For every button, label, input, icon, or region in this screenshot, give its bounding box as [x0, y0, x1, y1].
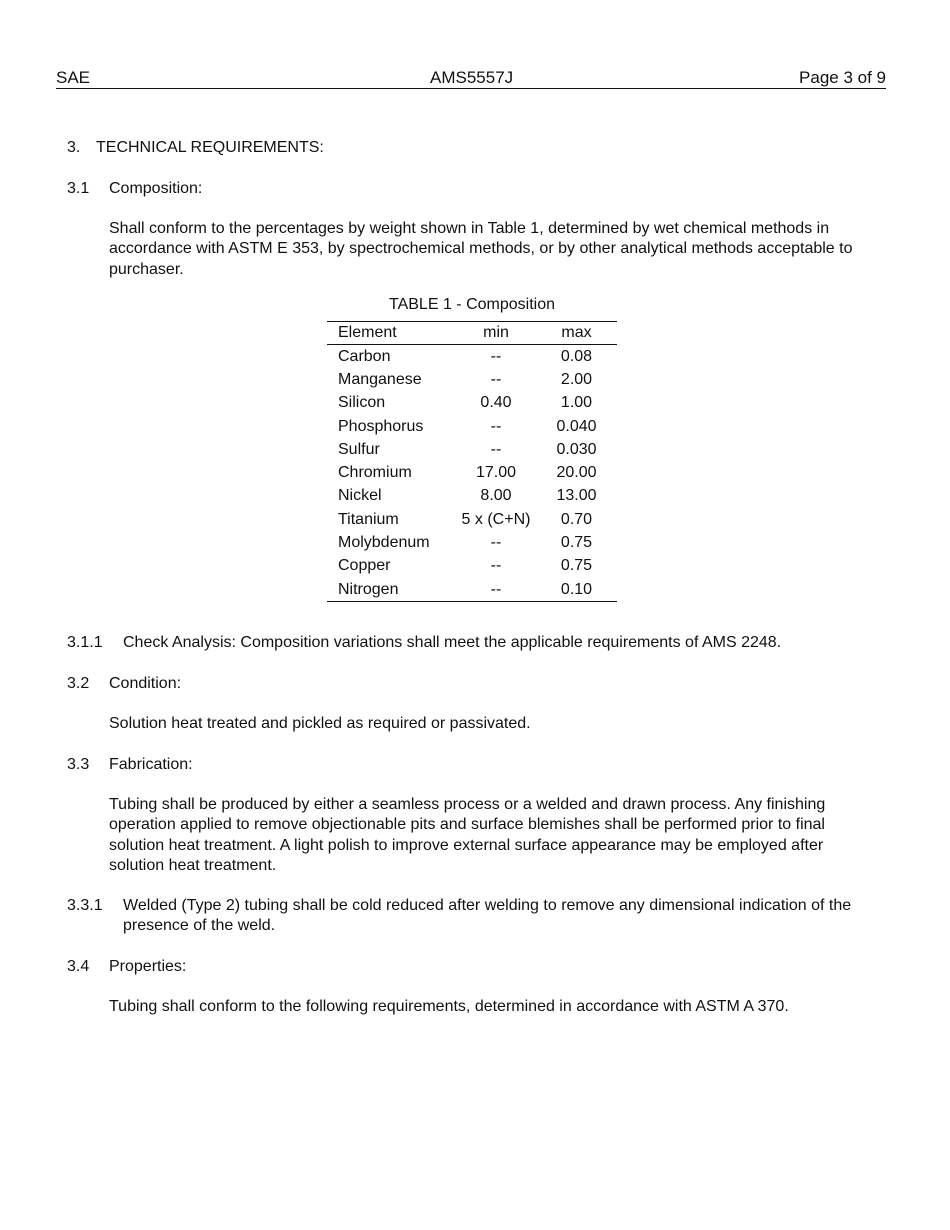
col-header-min: min: [456, 322, 536, 345]
col-header-element: Element: [327, 322, 456, 345]
cell-element: Titanium: [338, 510, 399, 528]
table-row: [327, 392, 617, 415]
section-3-1-title: Composition:: [109, 180, 203, 197]
cell-max: 0.030: [556, 440, 597, 458]
table-row: [327, 578, 617, 602]
section-3-3-title: Fabrication:: [109, 756, 193, 773]
cell-max: 0.10: [536, 578, 617, 602]
cell-element: Copper: [338, 557, 391, 575]
section-3-4-number: 3.4: [67, 958, 90, 975]
page-header: [56, 68, 886, 89]
cell-min: --: [490, 417, 502, 435]
section-3-1-body: Shall conform to the percentages by weight shown in Table 1, determined by wet chemical methods in accordance with ASTM E 353, by spectrochemical methods, or by other analytical methods acceptable to purchaser.: [109, 220, 853, 278]
table-row: [327, 531, 617, 554]
table-row: [327, 555, 617, 578]
section-3-3-1-body: Welded (Type 2) tubing shall be cold reduced after welding to remove any dimensional indication of the presence of the weld.: [123, 897, 852, 935]
cell-element: Nitrogen: [327, 578, 456, 602]
cell-element: Sulfur: [338, 440, 380, 458]
table-row: [327, 508, 617, 531]
section-3-4-body: Tubing shall conform to the following requirements, determined in accordance with ASTM A 370.: [109, 998, 789, 1015]
cell-min: --: [490, 370, 502, 388]
cell-max: 2.00: [560, 370, 593, 388]
cell-max: 0.75: [560, 534, 593, 552]
section-3-3-number: 3.3: [67, 756, 90, 773]
cell-min: --: [490, 440, 502, 458]
table-header-row: [327, 322, 617, 345]
cell-element: Molybdenum: [338, 534, 430, 552]
section-3-1-number: 3.1: [67, 180, 90, 197]
cell-min: 0.40: [480, 394, 512, 412]
table-row: [327, 368, 617, 391]
cell-element: Silicon: [338, 394, 386, 412]
section-3-number: 3.: [67, 139, 81, 156]
cell-max: 1.00: [560, 394, 593, 412]
cell-element: Carbon: [338, 347, 391, 365]
header-page-number: Page 3 of 9: [799, 68, 886, 87]
cell-min: --: [490, 347, 502, 365]
cell-min: 5 x (C+N): [461, 510, 531, 528]
section-3-4-title: Properties:: [109, 958, 187, 975]
section-3-title: TECHNICAL REQUIREMENTS:: [96, 139, 324, 156]
cell-min: 8.00: [480, 487, 512, 505]
cell-max: 20.00: [556, 464, 597, 482]
header-org: SAE: [56, 68, 91, 87]
cell-min: --: [490, 534, 502, 552]
header-doc-id: AMS5557J: [430, 68, 514, 87]
section-3-2-number: 3.2: [67, 675, 90, 692]
table-row: [327, 461, 617, 484]
cell-max: 0.70: [560, 510, 593, 528]
cell-max: 0.040: [556, 417, 597, 435]
section-3-1-1-number: 3.1.1: [67, 634, 103, 651]
cell-element: Manganese: [338, 370, 422, 388]
composition-table: [327, 321, 617, 602]
cell-max: 13.00: [556, 487, 597, 505]
section-3-1-1-body: Check Analysis: Composition variations shall meet the applicable requirements of AMS 2248.: [123, 634, 782, 651]
cell-element: Nickel: [338, 487, 382, 505]
section-3-3-body: Tubing shall be produced by either a seamless process or a welded and drawn process. Any finishing operation applied to remove objectionable pits and surface blemishes shall be performed prior to final solution heat treatment. A light polish to improve external surface appearance may be employed after solution heat treatment.: [109, 796, 826, 874]
cell-max: 0.08: [560, 347, 593, 365]
cell-min: --: [490, 557, 502, 575]
table-row: [327, 485, 617, 508]
cell-element: Phosphorus: [338, 417, 424, 435]
cell-max: 0.75: [560, 557, 593, 575]
section-3-2-title: Condition:: [109, 675, 182, 692]
table-row: [327, 345, 617, 369]
section-3-2-body: Solution heat treated and pickled as required or passivated.: [109, 715, 531, 732]
col-header-max: max: [536, 322, 617, 345]
cell-min: 17.00: [475, 464, 517, 482]
table-row: [327, 415, 617, 438]
table-row: [327, 438, 617, 461]
cell-element: Chromium: [338, 464, 412, 482]
cell-min: --: [456, 578, 536, 602]
table-1-caption: TABLE 1 - Composition: [389, 296, 555, 313]
section-3-3-1-number: 3.3.1: [67, 897, 103, 914]
